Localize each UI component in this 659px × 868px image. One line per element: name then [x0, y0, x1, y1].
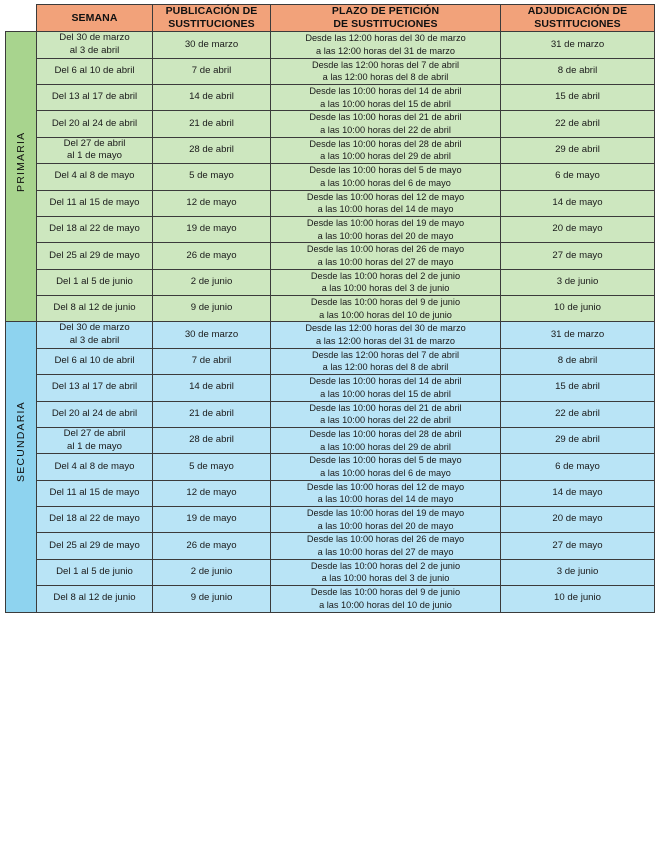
cell-publicacion: 14 de abril — [153, 375, 271, 401]
cell-plazo-line1: Desde las 10:00 horas del 9 de junio — [310, 297, 461, 307]
cell-publicacion: 26 de mayo — [153, 533, 271, 559]
cell-publicacion: 14 de abril — [153, 85, 271, 111]
cell-semana-line1: Del 27 de abril — [63, 137, 126, 149]
cell-semana-line2: al 1 de mayo — [67, 440, 122, 452]
cell-semana — [37, 586, 153, 612]
cell-semana — [37, 507, 153, 533]
cell-semana-line1: Del 25 al 29 de mayo — [49, 249, 140, 261]
cell-plazo-peticion — [271, 269, 501, 295]
cell-plazo-line1: Desde las 10:00 horas del 19 de mayo — [306, 508, 465, 518]
table-row — [6, 32, 655, 58]
cell-adjudicacion: 15 de abril — [501, 85, 655, 111]
cell-publicacion: 26 de mayo — [153, 243, 271, 269]
cell-publicacion: 5 de mayo — [153, 164, 271, 190]
cell-plazo-peticion — [271, 348, 501, 374]
cell-semana — [37, 454, 153, 480]
cell-semana — [37, 401, 153, 427]
cell-plazo-line1: Desde las 10:00 horas del 14 de abril — [309, 376, 462, 387]
cell-publicacion: 21 de abril — [153, 111, 271, 137]
header-plazo-line1: PLAZO DE PETICIÓN — [331, 5, 440, 17]
cell-semana-line1: Del 11 al 15 de mayo — [49, 486, 140, 498]
cell-plazo-peticion — [271, 137, 501, 163]
cell-semana-line1: Del 1 al 5 de junio — [56, 566, 133, 578]
cell-semana — [37, 58, 153, 84]
cell-plazo-line1: Desde las 10:00 horas del 12 de mayo — [306, 481, 465, 492]
table-row — [6, 164, 655, 190]
cell-semana-line1: Del 18 al 22 de mayo — [49, 223, 140, 235]
cell-semana-line2: al 3 de abril — [69, 44, 120, 56]
cell-plazo-peticion — [271, 85, 501, 111]
cell-plazo-line1: Desde las 10:00 horas del 12 de mayo — [306, 191, 465, 202]
cell-semana-line1: Del 8 al 12 de junio — [53, 302, 136, 314]
cell-plazo-line1: Desde las 10:00 horas del 21 de abril — [309, 112, 462, 123]
cell-plazo-line2: a las 10:00 horas del 14 de mayo — [317, 204, 454, 215]
cell-publicacion: 28 de abril — [153, 137, 271, 163]
cell-semana-line1: Del 27 de abril — [63, 427, 126, 439]
cell-semana — [37, 375, 153, 401]
cell-semana — [37, 480, 153, 506]
cell-adjudicacion: 31 de marzo — [501, 32, 655, 58]
header-adjudicacion-line2: SUSTITUCIONES — [534, 18, 621, 31]
cell-adjudicacion: 15 de abril — [501, 375, 655, 401]
cell-publicacion: 12 de mayo — [153, 480, 271, 506]
cell-plazo-line2: a las 10:00 horas del 6 de mayo — [320, 177, 451, 188]
cell-adjudicacion: 29 de abril — [501, 427, 655, 453]
cell-publicacion: 21 de abril — [153, 401, 271, 427]
cell-plazo-line1: Desde las 10:00 horas del 21 de abril — [309, 402, 462, 413]
cell-plazo-line1: Desde las 10:00 horas del 26 de mayo — [306, 534, 465, 545]
cell-semana — [37, 137, 153, 163]
cell-semana-line1: Del 30 de marzo — [59, 32, 130, 44]
cell-publicacion: 2 de junio — [153, 269, 271, 295]
cell-publicacion: 9 de junio — [153, 296, 271, 322]
cell-semana — [37, 322, 153, 348]
cell-plazo-line2: a las 10:00 horas del 10 de junio — [319, 309, 452, 320]
cell-plazo-line1: Desde las 10:00 horas del 2 de junio — [310, 560, 461, 571]
cell-adjudicacion: 29 de abril — [501, 137, 655, 163]
table-row — [6, 348, 655, 374]
table-row — [6, 375, 655, 401]
cell-plazo-line2: a las 10:00 horas del 29 de abril — [320, 441, 451, 452]
cell-plazo-line2: a las 10:00 horas del 15 de abril — [320, 98, 451, 109]
cell-plazo-peticion — [271, 111, 501, 137]
cell-plazo-line2: a las 12:00 horas del 31 de marzo — [316, 336, 455, 347]
cell-semana — [37, 243, 153, 269]
cell-publicacion: 7 de abril — [153, 348, 271, 374]
cell-semana-line1: Del 20 al 24 de abril — [51, 117, 138, 129]
cell-plazo-peticion — [271, 454, 501, 480]
header-publicacion-line1: PUBLICACIÓN DE — [165, 5, 258, 17]
cell-semana — [37, 32, 153, 58]
cell-plazo-peticion — [271, 243, 501, 269]
cell-plazo-line2: a las 12:00 horas del 8 de abril — [322, 72, 449, 83]
table-row — [6, 85, 655, 111]
cell-plazo-line2: a las 10:00 horas del 20 de mayo — [317, 520, 454, 531]
cell-adjudicacion: 31 de marzo — [501, 322, 655, 348]
cell-publicacion: 30 de marzo — [153, 322, 271, 348]
cell-semana-line1: Del 20 al 24 de abril — [51, 407, 138, 419]
cell-publicacion: 30 de marzo — [153, 32, 271, 58]
table-row — [6, 480, 655, 506]
cell-plazo-line2: a las 10:00 horas del 3 de junio — [321, 283, 450, 294]
table-body — [6, 32, 655, 612]
cell-plazo-line1: Desde las 10:00 horas del 28 de abril — [309, 428, 462, 439]
cell-plazo-line2: a las 10:00 horas del 29 de abril — [320, 151, 451, 162]
header-publicacion-line2: SUSTITUCIONES — [168, 18, 255, 31]
cell-semana — [37, 164, 153, 190]
cell-adjudicacion: 22 de abril — [501, 111, 655, 137]
cell-plazo-line2: a las 12:00 horas del 31 de marzo — [316, 45, 455, 56]
cell-publicacion: 7 de abril — [153, 58, 271, 84]
cell-publicacion: 19 de mayo — [153, 216, 271, 242]
cell-publicacion: 5 de mayo — [153, 454, 271, 480]
cell-semana-line1: Del 1 al 5 de junio — [56, 275, 133, 287]
cell-publicacion: 9 de junio — [153, 586, 271, 612]
cell-plazo-line2: a las 10:00 horas del 14 de mayo — [317, 494, 454, 505]
table-row — [6, 427, 655, 453]
cell-plazo-peticion — [271, 375, 501, 401]
cell-plazo-peticion — [271, 533, 501, 559]
cell-plazo-line1: Desde las 10:00 horas del 19 de mayo — [306, 217, 465, 228]
cell-semana-line1: Del 13 al 17 de abril — [51, 91, 138, 103]
header-plazo-peticion — [271, 5, 501, 32]
cell-semana — [37, 85, 153, 111]
cell-plazo-line2: a las 10:00 horas del 22 de abril — [320, 415, 451, 426]
cell-adjudicacion: 20 de mayo — [501, 507, 655, 533]
table-row — [6, 296, 655, 322]
cell-plazo-peticion — [271, 586, 501, 612]
table-row — [6, 533, 655, 559]
cell-plazo-peticion — [271, 401, 501, 427]
cell-publicacion: 19 de mayo — [153, 507, 271, 533]
cell-plazo-peticion — [271, 58, 501, 84]
cell-publicacion: 2 de junio — [153, 559, 271, 585]
cell-adjudicacion: 3 de junio — [501, 269, 655, 295]
cell-semana-line1: Del 4 al 8 de mayo — [54, 170, 135, 182]
cell-semana-line1: Del 6 al 10 de abril — [54, 355, 135, 367]
table-row — [6, 243, 655, 269]
cell-adjudicacion: 14 de mayo — [501, 480, 655, 506]
substitutions-calendar-table — [5, 4, 655, 613]
cell-plazo-line2: a las 10:00 horas del 20 de mayo — [317, 230, 454, 241]
cell-plazo-peticion — [271, 32, 501, 58]
cell-plazo-peticion — [271, 559, 501, 585]
cell-semana — [37, 559, 153, 585]
cell-adjudicacion: 8 de abril — [501, 348, 655, 374]
cell-semana-line2: al 1 de mayo — [67, 150, 122, 162]
cell-plazo-line2: a las 10:00 horas del 10 de junio — [319, 599, 452, 610]
cell-adjudicacion: 14 de mayo — [501, 190, 655, 216]
cell-semana-line1: Del 18 al 22 de mayo — [49, 513, 140, 525]
cell-plazo-peticion — [271, 322, 501, 348]
cell-plazo-peticion — [271, 190, 501, 216]
cell-publicacion: 12 de mayo — [153, 190, 271, 216]
group-label-cell-secundaria — [6, 322, 37, 612]
cell-semana — [37, 269, 153, 295]
cell-semana-line1: Del 30 de marzo — [59, 322, 130, 334]
cell-adjudicacion: 10 de junio — [501, 296, 655, 322]
cell-semana-line1: Del 4 al 8 de mayo — [54, 460, 135, 472]
cell-semana — [37, 216, 153, 242]
cell-plazo-line1: Desde las 10:00 horas del 28 de abril — [309, 138, 462, 149]
cell-plazo-line1: Desde las 10:00 horas del 14 de abril — [309, 86, 462, 96]
table-row — [6, 454, 655, 480]
cell-semana — [37, 190, 153, 216]
cell-semana — [37, 427, 153, 453]
cell-plazo-line2: a las 10:00 horas del 22 de abril — [320, 125, 451, 136]
group-label-text: PRIMARIA — [15, 131, 27, 192]
cell-adjudicacion: 8 de abril — [501, 58, 655, 84]
cell-plazo-line1: Desde las 12:00 horas del 7 de abril — [311, 349, 460, 360]
cell-plazo-line2: a las 12:00 horas del 8 de abril — [322, 362, 449, 373]
cell-plazo-line2: a las 10:00 horas del 27 de mayo — [317, 547, 454, 558]
header-publicacion — [153, 5, 271, 32]
cell-adjudicacion: 6 de mayo — [501, 164, 655, 190]
cell-plazo-peticion — [271, 296, 501, 322]
table-row — [6, 559, 655, 585]
group-label-text: SECUNDARIA — [15, 401, 27, 482]
cell-plazo-line2: a las 10:00 horas del 3 de junio — [321, 573, 450, 584]
cell-plazo-line1: Desde las 10:00 horas del 5 de mayo — [309, 455, 462, 466]
header-corner — [6, 5, 37, 32]
table-row — [6, 216, 655, 242]
header-row — [6, 5, 655, 32]
cell-plazo-peticion — [271, 480, 501, 506]
table-header — [6, 5, 655, 32]
table-row — [6, 111, 655, 137]
cell-semana-line1: Del 13 al 17 de abril — [51, 381, 138, 393]
table-row — [6, 58, 655, 84]
cell-semana-line1: Del 25 al 29 de mayo — [49, 539, 140, 551]
table-row — [6, 401, 655, 427]
cell-publicacion: 28 de abril — [153, 427, 271, 453]
table-row — [6, 190, 655, 216]
cell-plazo-peticion — [271, 216, 501, 242]
cell-plazo-line2: a las 10:00 horas del 15 de abril — [320, 388, 451, 399]
cell-semana — [37, 111, 153, 137]
cell-plazo-line1: Desde las 10:00 horas del 9 de junio — [310, 587, 461, 598]
cell-plazo-line1: Desde las 10:00 horas del 26 de mayo — [306, 244, 465, 255]
cell-adjudicacion: 6 de mayo — [501, 454, 655, 480]
cell-adjudicacion: 22 de abril — [501, 401, 655, 427]
cell-semana — [37, 348, 153, 374]
cell-adjudicacion: 10 de junio — [501, 586, 655, 612]
cell-semana-line1: Del 6 al 10 de abril — [54, 64, 135, 76]
cell-adjudicacion: 3 de junio — [501, 559, 655, 585]
cell-plazo-line1: Desde las 12:00 horas del 30 de marzo — [305, 323, 466, 334]
cell-adjudicacion: 27 de mayo — [501, 533, 655, 559]
cell-plazo-line2: a las 10:00 horas del 6 de mayo — [320, 467, 451, 478]
table-row — [6, 322, 655, 348]
header-adjudicacion — [501, 5, 655, 32]
cell-plazo-line1: Desde las 12:00 horas del 7 de abril — [311, 59, 460, 70]
cell-semana-line1: Del 11 al 15 de mayo — [49, 196, 140, 208]
cell-semana-line1: Del 8 al 12 de junio — [53, 592, 136, 604]
group-label-cell-primaria — [6, 32, 37, 322]
cell-plazo-line1: Desde las 10:00 horas del 5 de mayo — [309, 165, 462, 176]
cell-adjudicacion: 20 de mayo — [501, 216, 655, 242]
table-row — [6, 137, 655, 163]
cell-semana — [37, 533, 153, 559]
cell-plazo-line1: Desde las 12:00 horas del 30 de marzo — [305, 33, 466, 44]
cell-plazo-line2: a las 10:00 horas del 27 de mayo — [317, 256, 454, 267]
table-row — [6, 269, 655, 295]
cell-plazo-peticion — [271, 427, 501, 453]
table-row — [6, 507, 655, 533]
header-semana: SEMANA — [37, 5, 153, 32]
table-row — [6, 586, 655, 612]
cell-plazo-peticion — [271, 507, 501, 533]
cell-semana-line2: al 3 de abril — [69, 335, 120, 347]
header-plazo-line2: DE SUSTITUCIONES — [333, 18, 438, 31]
cell-adjudicacion: 27 de mayo — [501, 243, 655, 269]
header-adjudicacion-line1: ADJUDICACIÓN DE — [527, 5, 628, 17]
cell-semana — [37, 296, 153, 322]
cell-plazo-peticion — [271, 164, 501, 190]
cell-plazo-line1: Desde las 10:00 horas del 2 de junio — [310, 270, 461, 281]
